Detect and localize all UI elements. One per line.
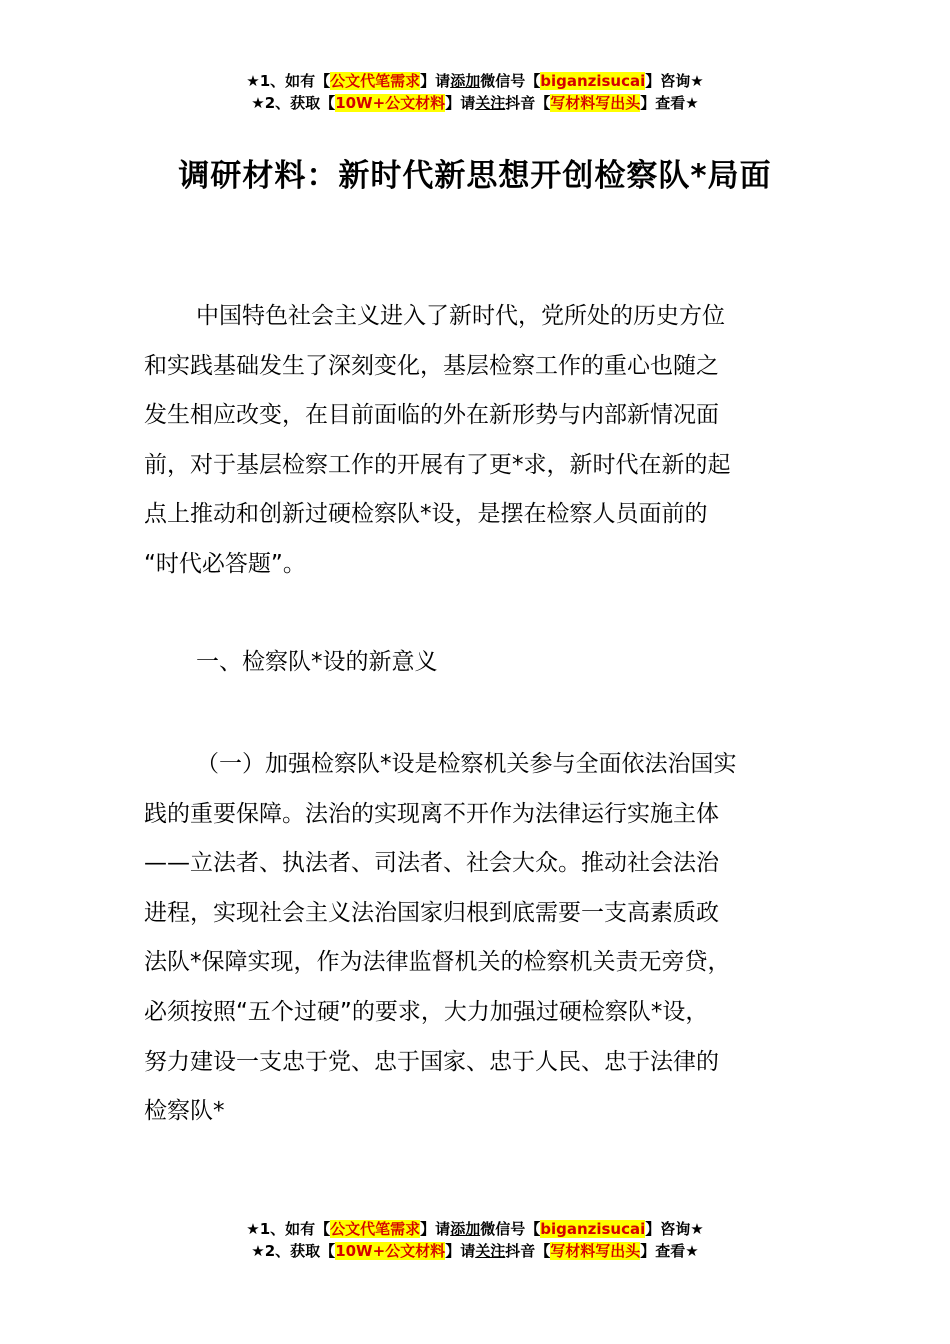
notice-text: 】请 bbox=[420, 1220, 451, 1238]
notice-underlined: 添加 bbox=[450, 72, 481, 90]
notice-text: 】请 bbox=[445, 94, 476, 112]
paragraph-line: 必须按照“五个过硬”的要求，大力加强过硬检察队*设， bbox=[144, 998, 709, 1025]
notice-line-1 bbox=[0, 1218, 950, 1240]
paragraph-line: 检察队* bbox=[144, 1098, 225, 1125]
notice-text: ★2、获取【 bbox=[251, 94, 336, 112]
paragraph-line: 中国特色社会主义进入了新时代，党所处的历史方位 bbox=[196, 303, 725, 329]
paragraph-line: 点上推动和创新过硬检察队*设，是摆在检察人员面前的 bbox=[144, 501, 708, 528]
paragraph-line: 法队*保障实现，作为法律监督机关的检察机关责无旁贷， bbox=[144, 949, 731, 976]
highlight-service: 公文代笔需求 bbox=[330, 72, 421, 90]
section-paragraph bbox=[144, 740, 814, 1137]
notice-underlined: 关注 bbox=[475, 1242, 506, 1260]
highlight-wechat-id: biganzisucai bbox=[540, 72, 646, 90]
notice-line-2 bbox=[0, 1240, 950, 1262]
notice-text: ★1、如有【 bbox=[246, 72, 331, 90]
paragraph-line: 践的重要保障。法治的实现离不开作为法律运行实施主体 bbox=[144, 800, 719, 827]
notice-line-2 bbox=[0, 92, 950, 114]
highlight-service: 公文代笔需求 bbox=[330, 1220, 421, 1238]
section-heading-text: 一、检察队*设的新意义 bbox=[196, 649, 438, 675]
highlight-materials: 10W+公文材料 bbox=[335, 94, 446, 112]
paragraph-line: 和实践基础发生了深刻变化，基层检察工作的重心也随之 bbox=[144, 352, 719, 379]
document-title: 调研材料：新时代新思想开创检察队*局面 bbox=[178, 158, 772, 194]
paragraph-line: 努力建设一支忠于党、忠于国家、忠于人民、忠于法律的 bbox=[144, 1048, 719, 1075]
notice-underlined: 关注 bbox=[475, 94, 506, 112]
paragraph-line: （一）加强检察队*设是检察机关参与全面依法治国实 bbox=[196, 751, 737, 777]
highlight-douyin-account: 写材料写出头 bbox=[550, 1242, 641, 1260]
footer-notice bbox=[0, 1218, 950, 1262]
section-heading bbox=[144, 638, 814, 688]
paragraph-line: ——立法者、执法者、司法者、社会大众。推动社会法治 bbox=[144, 850, 719, 877]
notice-text: 抖音【 bbox=[505, 94, 551, 112]
notice-text: 】查看★ bbox=[640, 94, 699, 112]
notice-text: ★2、获取【 bbox=[251, 1242, 336, 1260]
notice-text: 微信号【 bbox=[480, 72, 541, 90]
notice-text: 】咨询★ bbox=[645, 72, 704, 90]
notice-text: 】请 bbox=[420, 72, 451, 90]
notice-line-1 bbox=[0, 70, 950, 92]
notice-text: 】查看★ bbox=[640, 1242, 699, 1260]
notice-text: 抖音【 bbox=[505, 1242, 551, 1260]
paragraph-line: “时代必答题”。 bbox=[144, 550, 306, 577]
notice-text: ★1、如有【 bbox=[246, 1220, 331, 1238]
notice-text: 微信号【 bbox=[480, 1220, 541, 1238]
notice-underlined: 添加 bbox=[450, 1220, 481, 1238]
notice-text: 】咨询★ bbox=[645, 1220, 704, 1238]
notice-text: 】请 bbox=[445, 1242, 476, 1260]
highlight-wechat-id: biganzisucai bbox=[540, 1220, 646, 1238]
highlight-materials: 10W+公文材料 bbox=[335, 1242, 446, 1260]
paragraph-line: 进程，实现社会主义法治国家归根到底需要一支高素质政 bbox=[144, 899, 719, 926]
paragraph-line: 发生相应改变，在目前面临的外在新形势与内部新情况面 bbox=[144, 402, 719, 429]
intro-paragraph bbox=[144, 292, 814, 590]
highlight-douyin-account: 写材料写出头 bbox=[550, 94, 641, 112]
header-notice bbox=[0, 70, 950, 114]
paragraph-line: 前，对于基层检察工作的开展有了更*求，新时代在新的起 bbox=[144, 451, 731, 478]
